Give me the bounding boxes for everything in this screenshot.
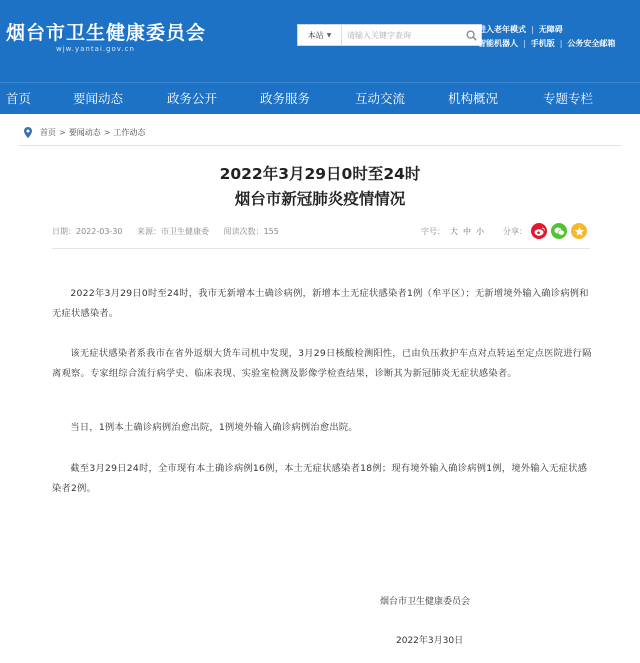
article-date: 日期：2022-03-30 — [52, 227, 123, 236]
link-separator: | — [531, 24, 534, 34]
nav-item-news[interactable]: 要闻动态 — [73, 91, 124, 106]
qzone-icon[interactable] — [571, 223, 587, 239]
official-mailbox-link[interactable]: 公务安全邮箱 — [567, 38, 616, 48]
link-separator: | — [523, 38, 526, 48]
article-source: 来源：市卫生健康委 — [137, 227, 210, 236]
nav-item-home[interactable]: 首页 — [6, 91, 32, 106]
site-domain: wjw.yantai.gov.cn — [56, 45, 135, 53]
top-links — [478, 22, 640, 50]
location-pin-icon — [24, 127, 32, 138]
breadcrumb-news[interactable]: 要闻动态 — [68, 128, 101, 137]
share-bar — [503, 223, 587, 239]
site-header — [0, 0, 640, 82]
link-separator: | — [559, 38, 563, 48]
article-paragraph: 2022年3月29日0时至24时，我市无新增本土确诊病例，新增本土无症状感染者1例（牟平区）；无新增境外输入确诊病例和无症状感染者。 — [52, 288, 589, 319]
article-paragraph: 截至3月29日24时，全市现有本土确诊病例16例，本土无症状感染者18例；现有境外输入确诊病例1例，境外输入无症状感染者2例。 — [52, 463, 588, 494]
meta-divider — [52, 248, 590, 249]
nav-item-interaction[interactable]: 互动交流 — [355, 91, 406, 106]
search-scope-select[interactable] — [298, 25, 342, 45]
breadcrumb-divider — [18, 145, 622, 146]
site-title[interactable]: 烟台市卫生健康委员会 — [6, 22, 207, 44]
breadcrumb — [24, 127, 145, 138]
article-paragraph: 当日，1例本土确诊病例治愈出院，1例境外输入确诊病例治愈出院。 — [70, 422, 358, 433]
nav-item-special[interactable]: 专题专栏 — [543, 91, 594, 106]
smart-robot-link[interactable]: 智能机器人 — [478, 38, 518, 48]
mobile-version-link[interactable]: 手机版 — [530, 38, 555, 48]
nav-item-about[interactable]: 机构概况 — [448, 91, 499, 106]
search-input[interactable] — [342, 25, 461, 45]
weibo-icon[interactable] — [531, 223, 547, 239]
article-title-line1: 2022年3月29日0时至24时 — [219, 165, 421, 183]
article-meta — [52, 226, 291, 237]
breadcrumb-work-news[interactable]: 工作动态 — [113, 128, 146, 137]
share-label: 分享： — [503, 226, 527, 236]
nav-item-gov-services[interactable]: 政务服务 — [260, 91, 311, 106]
font-size-large[interactable]: 大 — [450, 227, 458, 236]
font-size-small[interactable]: 小 — [476, 227, 484, 236]
accessibility-link[interactable]: 无障碍 — [538, 24, 563, 34]
breadcrumb-separator: > — [103, 128, 111, 137]
main-nav — [0, 82, 640, 114]
search-scope-label: 本站 — [307, 30, 324, 40]
article-title-line2: 烟台市新冠肺炎疫情情况 — [234, 190, 406, 208]
chevron-down-icon: ▼ — [326, 31, 332, 39]
article-paragraph: 该无症状感染者系我市在省外返烟大货车司机中发现，3月29日核酸检测阳性，已由负压救护车点对点转运至定点医院进行隔离观察。专家组综合流行病学史、临床表现、实验室检测及影像学检查结果，诊断其为新冠肺炎无症状感染者。 — [52, 348, 592, 379]
font-size-control — [421, 226, 484, 237]
wechat-icon[interactable] — [551, 223, 567, 239]
font-size-medium[interactable]: 中 — [463, 227, 471, 236]
nav-item-gov-affairs[interactable]: 政务公开 — [167, 91, 218, 106]
font-size-label: 字号： — [421, 227, 445, 236]
breadcrumb-home[interactable]: 首页 — [40, 128, 56, 137]
elderly-mode-link[interactable]: 进入老年模式 — [478, 24, 526, 34]
search-box — [297, 24, 482, 46]
signature-organization: 烟台市卫生健康委员会 — [380, 597, 471, 607]
breadcrumb-separator: > — [59, 128, 66, 137]
signature-date: 2022年3月30日 — [396, 636, 464, 646]
article-views: 阅读次数：155 — [223, 227, 279, 236]
